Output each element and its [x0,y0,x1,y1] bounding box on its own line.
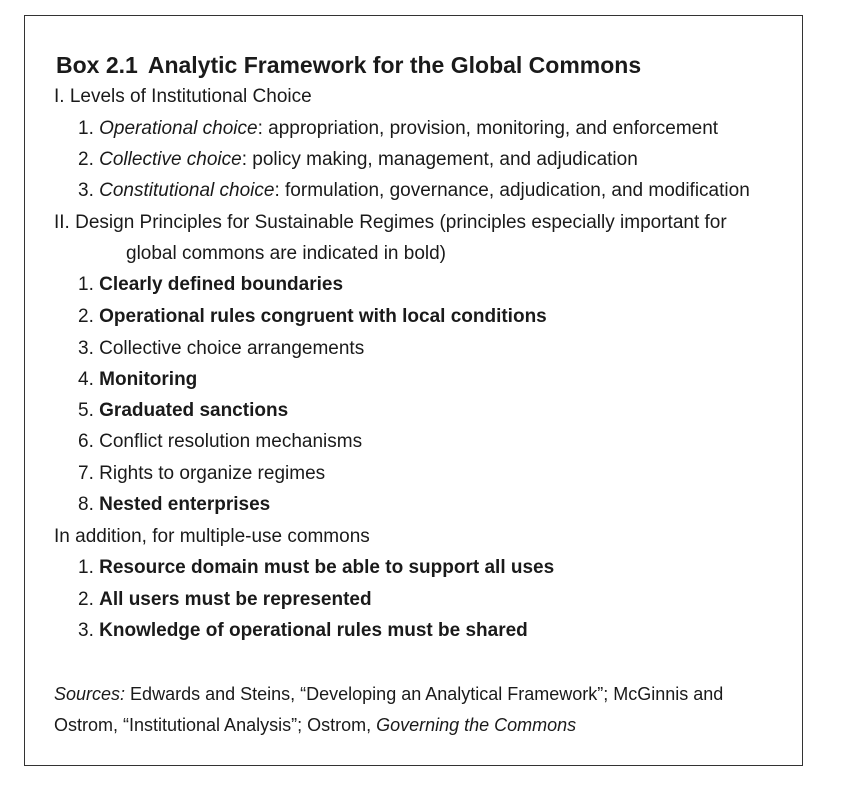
framework-box [24,15,803,766]
list-item: 1. Resource domain must be able to support all uses [78,557,555,578]
sources-label: Sources: [54,684,126,704]
list-item: 2. Collective choice: policy making, management, and adjudication [78,149,638,170]
list-item: 1. Clearly defined boundaries [78,274,344,295]
list-item: 7. Rights to organize regimes [78,463,326,484]
section-1-heading: I. Levels of Institutional Choice [54,86,312,107]
sources-line-2: Ostrom, “Institutional Analysis”; Ostrom, Governing the Commons [54,715,577,735]
list-item: 2. Operational rules congruent with local conditions [78,306,547,327]
box-label: Box 2.1 [56,52,138,78]
list-item: 6. Conflict resolution mechanisms [78,431,363,452]
list-item: 5. Graduated sanctions [78,400,289,421]
list-item: 4. Monitoring [78,369,198,390]
section-3-heading: In addition, for multiple-use commons [54,526,370,547]
box-title [56,52,641,78]
section-2-heading-line-2: global commons are indicated in bold) [126,243,447,264]
list-item: 3. Knowledge of operational rules must be shared [78,620,528,641]
list-item: 3. Collective choice arrangements [78,338,365,359]
list-item: 2. All users must be represented [78,589,372,610]
box-title-text: Analytic Framework for the Global Commons [147,52,642,78]
list-item: 1. Operational choice: appropriation, provision, monitoring, and enforcement [78,118,719,139]
list-item: 8. Nested enterprises [78,494,271,515]
list-item: 3. Constitutional choice: formulation, governance, adjudication, and modification [78,180,750,201]
section-2-heading-line-1: II. Design Principles for Sustainable Regimes (principles especially important for [54,212,727,233]
sources-line-1: Sources: Edwards and Steins, “Developing an Analytical Framework”; McGinnis and [54,684,724,704]
